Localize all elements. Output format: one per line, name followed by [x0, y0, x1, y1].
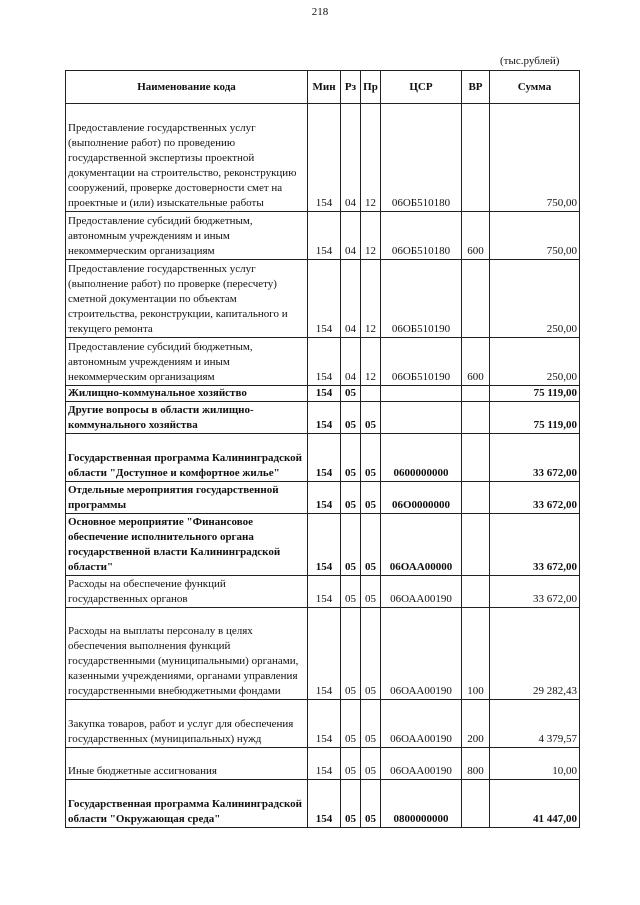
- row-sum: 250,00: [490, 338, 580, 386]
- row-rz: 05: [341, 434, 361, 482]
- row-csr: [381, 402, 462, 434]
- row-name: Предоставление субсидий бюджетным, автономным учреждениям и иным некоммерческим организациям: [66, 338, 308, 386]
- row-rz: 04: [341, 104, 361, 212]
- row-min: 154: [308, 482, 341, 514]
- row-rz: 05: [341, 700, 361, 748]
- page-number: 218: [311, 6, 329, 18]
- row-min: 154: [308, 780, 341, 828]
- row-sum: 33 672,00: [490, 576, 580, 608]
- row-min: 154: [308, 212, 341, 260]
- row-rz: 05: [341, 748, 361, 780]
- row-vr: [462, 104, 490, 212]
- row-rz: 05: [341, 402, 361, 434]
- row-vr: [462, 260, 490, 338]
- row-vr: 600: [462, 338, 490, 386]
- row-csr: [381, 386, 462, 402]
- row-name: Предоставление государственных услуг (выполнение работ) по проверке (пересчету) сметной документации по объектам строительства, реконструкции, капитального и текущего ремонта: [66, 260, 308, 338]
- row-sum: 750,00: [490, 212, 580, 260]
- row-csr: 0800000000: [381, 780, 462, 828]
- row-vr: 600: [462, 212, 490, 260]
- table-row: [66, 402, 580, 434]
- row-csr: 06ОАА00190: [381, 576, 462, 608]
- row-vr: [462, 434, 490, 482]
- row-csr: 06О0000000: [381, 482, 462, 514]
- row-min: 154: [308, 386, 341, 402]
- header-sum: Сумма: [490, 71, 580, 104]
- table-header-row: [66, 71, 580, 104]
- row-pr: 05: [361, 780, 381, 828]
- row-vr: [462, 386, 490, 402]
- row-vr: 100: [462, 608, 490, 700]
- row-rz: 05: [341, 482, 361, 514]
- row-sum: 33 672,00: [490, 434, 580, 482]
- table-row: [66, 576, 580, 608]
- row-min: 154: [308, 260, 341, 338]
- table-row: [66, 104, 580, 212]
- row-sum: 10,00: [490, 748, 580, 780]
- row-rz: 04: [341, 260, 361, 338]
- row-pr: 05: [361, 514, 381, 576]
- row-min: 154: [308, 514, 341, 576]
- row-vr: [462, 482, 490, 514]
- row-sum: 41 447,00: [490, 780, 580, 828]
- table-row: [66, 514, 580, 576]
- row-name: Предоставление субсидий бюджетным, автономным учреждениям и иным некоммерческим организациям: [66, 212, 308, 260]
- header-pr: Пр: [361, 71, 381, 104]
- row-sum: 75 119,00: [490, 402, 580, 434]
- row-pr: 05: [361, 576, 381, 608]
- header-min: Мин: [308, 71, 341, 104]
- row-pr: 05: [361, 700, 381, 748]
- table-row: [66, 434, 580, 482]
- row-min: 154: [308, 608, 341, 700]
- row-name: Государственная программа Калининградской области "Доступное и комфортное жилье": [66, 434, 308, 482]
- table-row: [66, 780, 580, 828]
- row-sum: 33 672,00: [490, 482, 580, 514]
- row-name: Закупка товаров, работ и услуг для обеспечения государственных (муниципальных) нужд: [66, 700, 308, 748]
- table-row: [66, 608, 580, 700]
- row-pr: 05: [361, 748, 381, 780]
- row-vr: [462, 514, 490, 576]
- row-name: Расходы на обеспечение функций государственных органов: [66, 576, 308, 608]
- row-sum: 29 282,43: [490, 608, 580, 700]
- row-min: 154: [308, 434, 341, 482]
- row-name: Другие вопросы в области жилищно-коммунального хозяйства: [66, 402, 308, 434]
- row-rz: 04: [341, 338, 361, 386]
- header-rz: Рз: [341, 71, 361, 104]
- row-csr: 06ОБ510180: [381, 104, 462, 212]
- row-name: Иные бюджетные ассигнования: [66, 748, 308, 780]
- row-csr: 06ОБ510190: [381, 260, 462, 338]
- table-row: [66, 748, 580, 780]
- row-min: 154: [308, 748, 341, 780]
- row-min: 154: [308, 700, 341, 748]
- row-rz: 04: [341, 212, 361, 260]
- row-sum: 750,00: [490, 104, 580, 212]
- row-sum: 75 119,00: [490, 386, 580, 402]
- row-pr: 05: [361, 608, 381, 700]
- row-name: Расходы на выплаты персоналу в целях обеспечения выполнения функций государственными (муниципальными) органами, казенными учреждениями, органами управления государственными внебюджетными фондами: [66, 608, 308, 700]
- row-csr: 06ОБ510190: [381, 338, 462, 386]
- row-csr: 06ОАА00190: [381, 608, 462, 700]
- row-pr: 12: [361, 338, 381, 386]
- row-rz: 05: [341, 608, 361, 700]
- row-pr: 05: [361, 434, 381, 482]
- row-min: 154: [308, 104, 341, 212]
- row-vr: [462, 576, 490, 608]
- row-pr: 05: [361, 482, 381, 514]
- row-name: Отдельные мероприятия государственной программы: [66, 482, 308, 514]
- budget-table: [65, 70, 580, 828]
- row-vr: [462, 402, 490, 434]
- row-csr: 06ОБ510180: [381, 212, 462, 260]
- row-csr: 06ОАА00190: [381, 700, 462, 748]
- row-vr: [462, 780, 490, 828]
- row-pr: 12: [361, 104, 381, 212]
- header-name: Наименование кода: [66, 71, 308, 104]
- row-rz: 05: [341, 780, 361, 828]
- row-pr: [361, 386, 381, 402]
- row-name: Основное мероприятие "Финансовое обеспечение исполнительного органа государственной власти Калининградской области": [66, 514, 308, 576]
- row-rz: 05: [341, 576, 361, 608]
- header-csr: ЦСР: [381, 71, 462, 104]
- table-row: [66, 212, 580, 260]
- row-pr: 12: [361, 260, 381, 338]
- header-vr: ВР: [462, 71, 490, 104]
- table-row: [66, 338, 580, 386]
- row-csr: 0600000000: [381, 434, 462, 482]
- row-vr: 800: [462, 748, 490, 780]
- row-sum: 33 672,00: [490, 514, 580, 576]
- row-pr: 12: [361, 212, 381, 260]
- table-row: [66, 482, 580, 514]
- row-rz: 05: [341, 514, 361, 576]
- row-pr: 05: [361, 402, 381, 434]
- table-row: [66, 260, 580, 338]
- row-min: 154: [308, 402, 341, 434]
- row-name: Жилищно-коммунальное хозяйство: [66, 386, 308, 402]
- row-name: Предоставление государственных услуг (выполнение работ) по проведению государственной экспертизы проектной документации на строительство, реконструкцию сооружений, проверке достоверности смет на проектные и (или) изыскательные работы: [66, 104, 308, 212]
- row-min: 154: [308, 338, 341, 386]
- row-sum: 4 379,57: [490, 700, 580, 748]
- row-name: Государственная программа Калининградской области "Окружающая среда": [66, 780, 308, 828]
- row-csr: 06ОАА00000: [381, 514, 462, 576]
- units-label: (тыс.рублей): [500, 55, 560, 67]
- table-body: [66, 104, 580, 828]
- row-vr: 200: [462, 700, 490, 748]
- row-min: 154: [308, 576, 341, 608]
- table-row: [66, 386, 580, 402]
- row-csr: 06ОАА00190: [381, 748, 462, 780]
- table-row: [66, 700, 580, 748]
- row-sum: 250,00: [490, 260, 580, 338]
- row-rz: 05: [341, 386, 361, 402]
